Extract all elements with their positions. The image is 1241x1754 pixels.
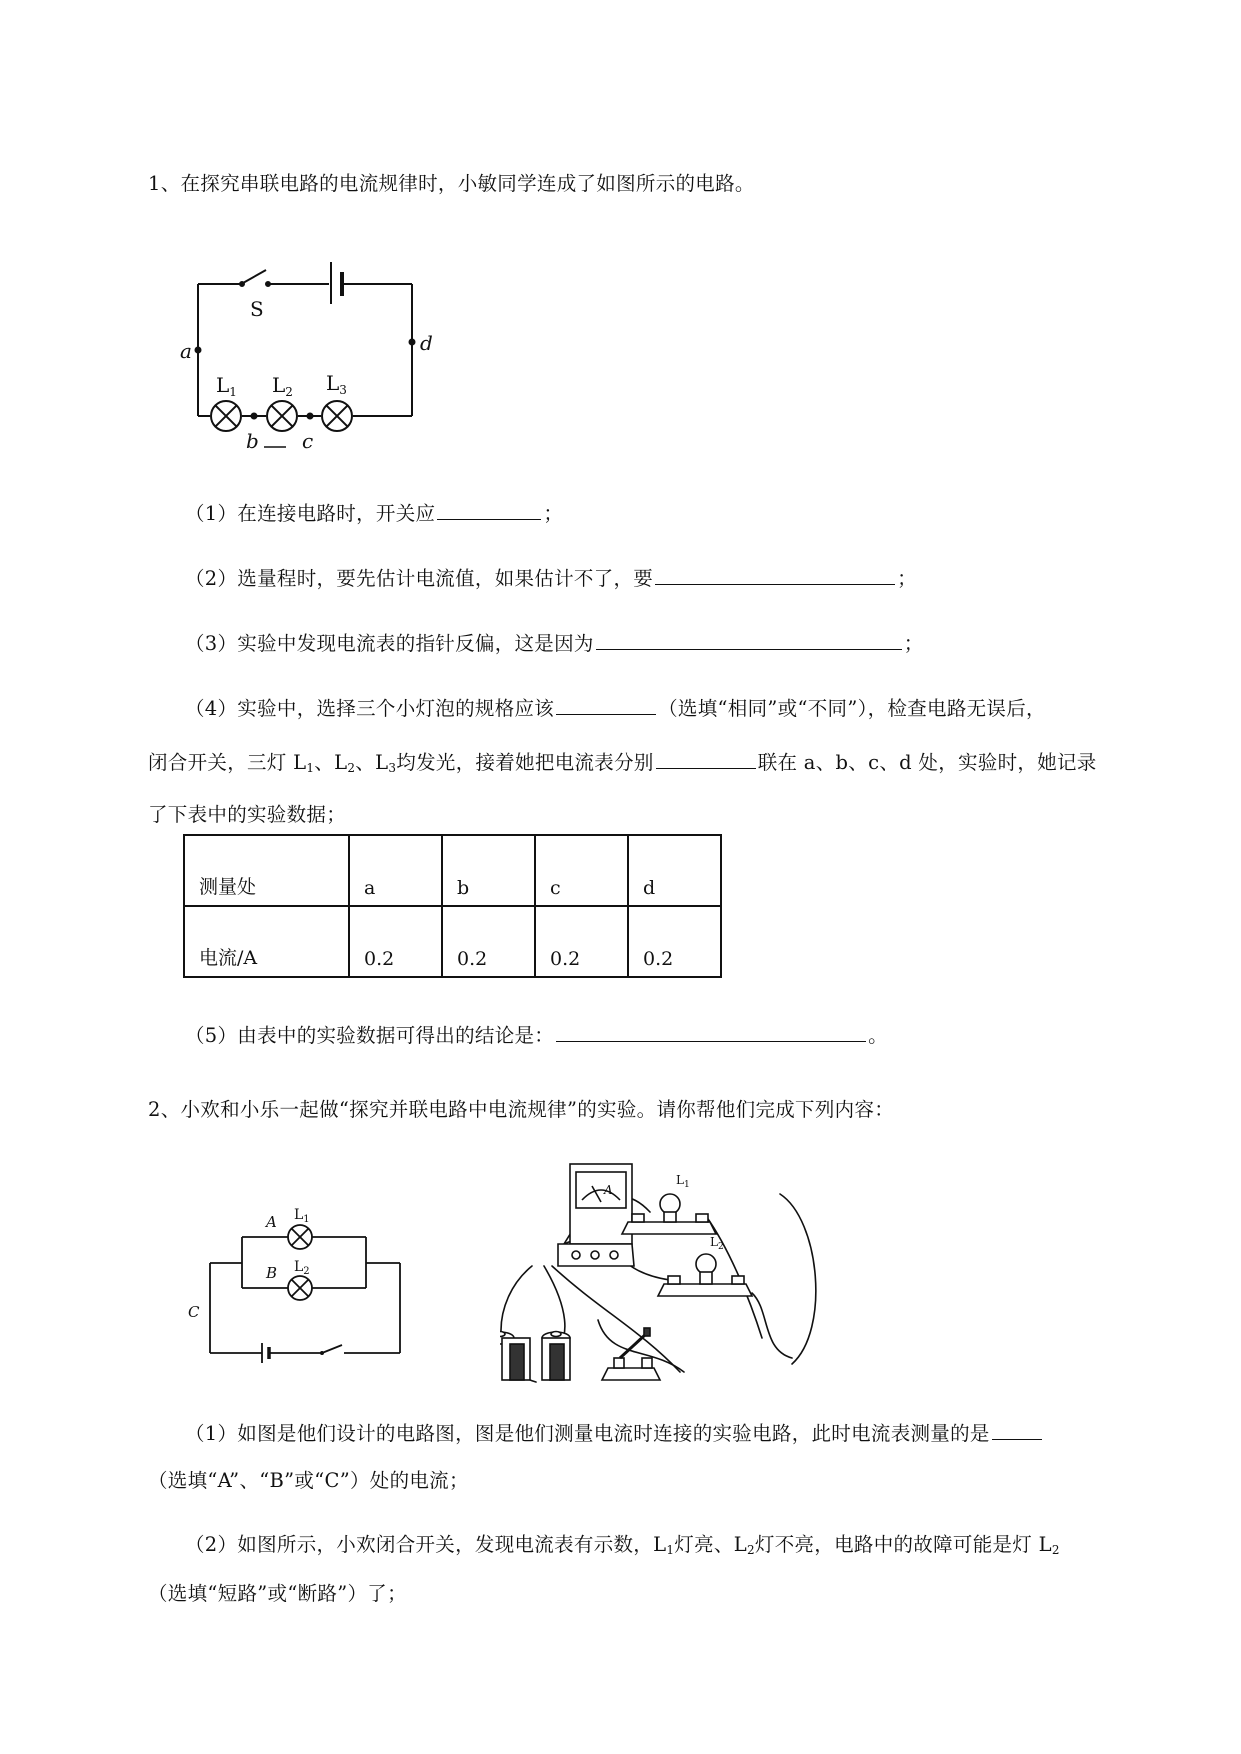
lamp-board-l1-label: $L_1$	[676, 1173, 690, 1190]
answer-blank	[556, 694, 656, 715]
subscript: 2	[1051, 1543, 1060, 1557]
apparatus-drawing	[500, 1160, 860, 1400]
answer-blank	[992, 1419, 1042, 1440]
ammeter-label: A	[604, 1183, 613, 1197]
point-c-label: C	[188, 1303, 200, 1321]
point-a-label: a	[180, 339, 192, 363]
q1-item-3	[185, 629, 924, 659]
lamp-l2-symbol	[267, 401, 297, 431]
subscript: 2	[746, 1543, 755, 1557]
point-b-label: B	[266, 1264, 278, 1282]
lamp-l2-label: $L_2$	[272, 373, 293, 399]
q2-heading: 2、小欢和小乐一起做“探究并联电路中电流规律”的实验。请你帮他们完成下列内容：	[148, 1098, 895, 1121]
subscript: 1	[666, 1543, 675, 1557]
lamp-l1-label: $L_1$	[216, 373, 237, 399]
table-cell: c	[535, 835, 628, 906]
text-run: （1）如图是他们设计的电路图，图是他们测量电流时连接的实验电路，此时电流表测量的是	[185, 1422, 990, 1445]
text-run: （2）如图所示，小欢闭合开关，发现电流表有示数，L	[185, 1533, 667, 1556]
text-run: 灯不亮，电路中的故障可能是灯 L	[754, 1533, 1052, 1556]
schematic-lamp-l2-label: $L_2$	[294, 1259, 310, 1277]
table-cell: a	[349, 835, 442, 906]
text-run: 均发光，接着她把电流表分别	[396, 751, 654, 774]
text-run: 、L	[314, 751, 348, 774]
ammeter	[558, 1164, 634, 1266]
table-cell: 0.2	[535, 906, 628, 977]
text-run: （4）实验中，选择三个小灯泡的规格应该	[185, 697, 555, 720]
q1-item-2	[185, 564, 917, 594]
text-run: （选填“A”、“B”或“C”）处的电流；	[148, 1469, 469, 1492]
text-run: 、L	[355, 751, 389, 774]
text-run: 。	[868, 1024, 888, 1047]
q2-item-2-line-1	[185, 1530, 1060, 1560]
parallel-circuit-schematic	[180, 1205, 420, 1380]
text-run: （5）由表中的实验数据可得出的结论是：	[185, 1024, 555, 1047]
q2-item-1-line-1	[185, 1419, 1044, 1449]
q1-heading: 1、在探究串联电路的电流规律时，小敏同学连成了如图所示的电路。	[148, 172, 755, 195]
subscript: 3	[388, 761, 397, 775]
q2-item-2-line-2	[148, 1579, 407, 1609]
subscript: 1	[306, 761, 315, 775]
schematic-lamp-l2	[288, 1276, 312, 1300]
battery-icon	[542, 1332, 570, 1381]
text-run: 灯亮、L	[674, 1533, 747, 1556]
data-table	[183, 834, 722, 978]
text-run: （选填“相同”或“不同”），检查电路无误后，	[658, 697, 1046, 720]
q1-item-1	[185, 499, 563, 529]
text-run: 了下表中的实验数据；	[148, 803, 347, 826]
subscript: 2	[347, 761, 356, 775]
table-cell: 0.2	[442, 906, 535, 977]
answer-blank	[437, 499, 541, 520]
q1-item-4-line-3	[148, 800, 346, 830]
point-a-label: A	[266, 1213, 277, 1231]
text-run: 联在 a、b、c、d 处，实验时，她记录	[757, 751, 1097, 774]
table-cell: d	[628, 835, 721, 906]
q1-item-4-line-1	[185, 694, 1046, 724]
text-run: ；	[897, 567, 917, 590]
series-circuit-figure	[180, 258, 460, 458]
point-b-label: b	[246, 429, 259, 453]
table-cell: 0.2	[628, 906, 721, 977]
table-header-row	[184, 835, 721, 906]
switch-label: S	[250, 297, 264, 321]
table-cell: 0.2	[349, 906, 442, 977]
table-cell: 测量处	[184, 835, 349, 906]
text-run: ；	[543, 502, 564, 525]
schematic-lamp-l1	[288, 1225, 312, 1249]
lamp-l3-symbol	[322, 401, 352, 431]
table-cell: 电流/A	[184, 906, 349, 977]
q2-item-1-line-2	[148, 1466, 469, 1496]
point-c-label: c	[302, 429, 314, 453]
text-run: （3）实验中发现电流表的指针反偏，这是因为	[185, 632, 594, 655]
lamp-l3-label: $L_3$	[326, 371, 347, 397]
table-row	[184, 906, 721, 977]
text-run: 闭合开关，三灯 L	[148, 751, 307, 774]
table-cell: b	[442, 835, 535, 906]
answer-blank	[655, 564, 895, 585]
lamp-board-l2-label: $L_2$	[710, 1235, 724, 1252]
text-run: （选填“短路”或“断路”）了；	[148, 1582, 407, 1605]
text-run: （1）在连接电路时，开关应	[185, 502, 436, 525]
answer-blank	[596, 629, 902, 650]
q1-item-5	[185, 1021, 888, 1051]
lamp-l1-symbol	[211, 401, 241, 431]
knife-switch	[602, 1328, 660, 1380]
point-d-label: d	[420, 331, 433, 355]
battery-icon	[500, 1332, 530, 1381]
text-run: ；	[903, 632, 924, 655]
q1-item-4-line-2	[148, 748, 1097, 778]
answer-blank	[556, 1021, 866, 1042]
answer-blank	[656, 748, 756, 769]
text-run: （2）选量程时，要先估计电流值，如果估计不了，要	[185, 567, 654, 590]
schematic-lamp-l1-label: $L_1$	[294, 1207, 310, 1225]
